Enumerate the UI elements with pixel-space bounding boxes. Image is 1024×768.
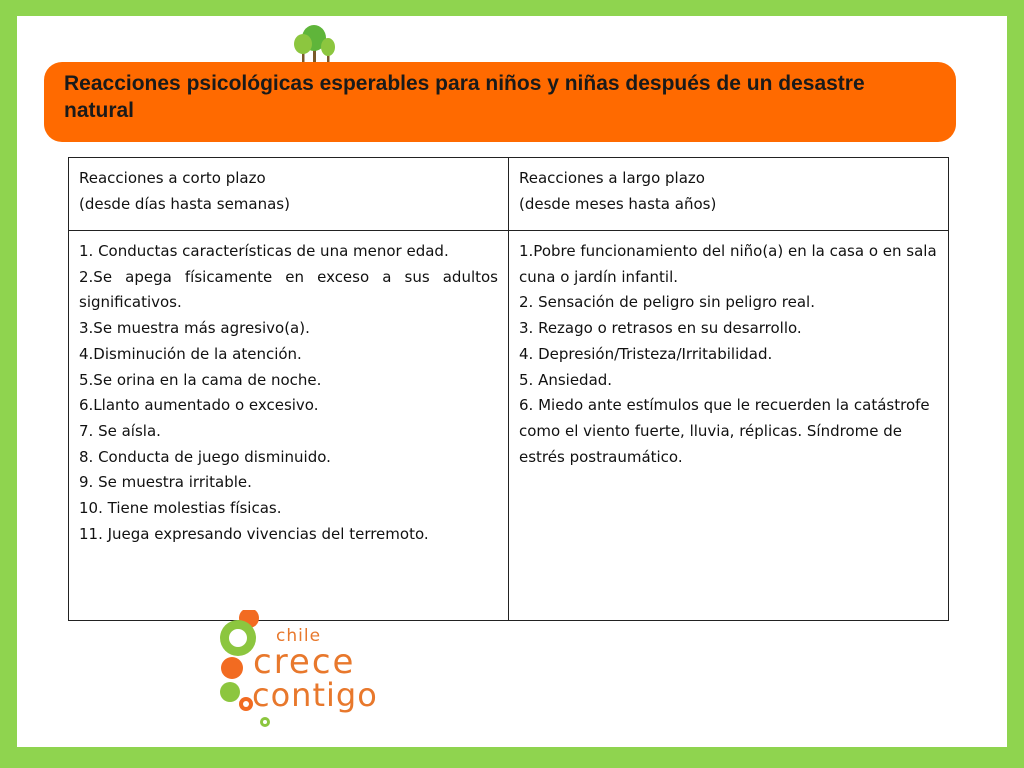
list-item: 8. Conducta de juego disminuido.: [79, 447, 331, 466]
list-item: 7. Se aísla.: [79, 421, 161, 440]
list-item: 5.Se orina en la cama de noche.: [79, 370, 322, 389]
table-header-row: [69, 158, 949, 231]
list-item: 2. Sensación de peligro sin peligro real.: [519, 293, 815, 312]
list-item: 1. Conductas características de una menor edad.: [79, 242, 449, 260]
long-term-list: [519, 239, 938, 470]
header-short-term-range: (desde días hasta semanas): [79, 194, 290, 213]
list-item: 4.Disminución de la atención.: [79, 344, 302, 363]
chile-crece-contigo-logo: [202, 610, 392, 730]
header-short-term-title: Reacciones a corto plazo: [79, 169, 266, 187]
list-item: 6.Llanto aumentado o excesivo.: [79, 396, 319, 415]
list-item: 5. Ansiedad.: [519, 370, 613, 389]
list-item: 10. Tiene molestias físicas.: [79, 499, 282, 518]
slide: [17, 16, 1007, 747]
title-banner: [44, 62, 956, 142]
header-long-term: [509, 158, 949, 231]
short-term-list: [79, 239, 498, 547]
list-item: 3. Rezago o retrasos en su desarrollo.: [519, 319, 802, 338]
reactions-table: [68, 157, 949, 621]
page-title: Reacciones psicológicas esperables para niños y niñas después de un desastre natural: [64, 72, 865, 122]
logo-text-crece: crece: [253, 642, 356, 682]
short-term-cell: [69, 231, 509, 621]
header-long-term-title: Reacciones a largo plazo: [519, 169, 705, 187]
list-item: 11. Juega expresando vivencias del terremoto.: [79, 524, 429, 543]
logo-text-contigo: contigo: [252, 676, 378, 714]
list-item: 6. Miedo ante estímulos que le recuerden la catástrofe como el viento fuerte, lluvia, réplicas. Síndrome de estrés postraumático.: [519, 396, 930, 466]
list-item: 2.Se apega físicamente en exceso a sus adultos significativos.: [79, 267, 498, 312]
list-item: 3.Se muestra más agresivo(a).: [79, 319, 310, 338]
list-item: 1.Pobre funcionamiento del niño(a) en la casa o en sala cuna o jardín infantil.: [519, 242, 937, 286]
table-body-row: [69, 231, 949, 621]
list-item: 4. Depresión/Tristeza/Irritabilidad.: [519, 344, 773, 363]
logo-text-chile: chile: [276, 626, 322, 646]
header-short-term: [69, 158, 509, 231]
header-long-term-range: (desde meses hasta años): [519, 194, 717, 213]
list-item: 9. Se muestra irritable.: [79, 473, 252, 492]
long-term-cell: [509, 231, 949, 621]
